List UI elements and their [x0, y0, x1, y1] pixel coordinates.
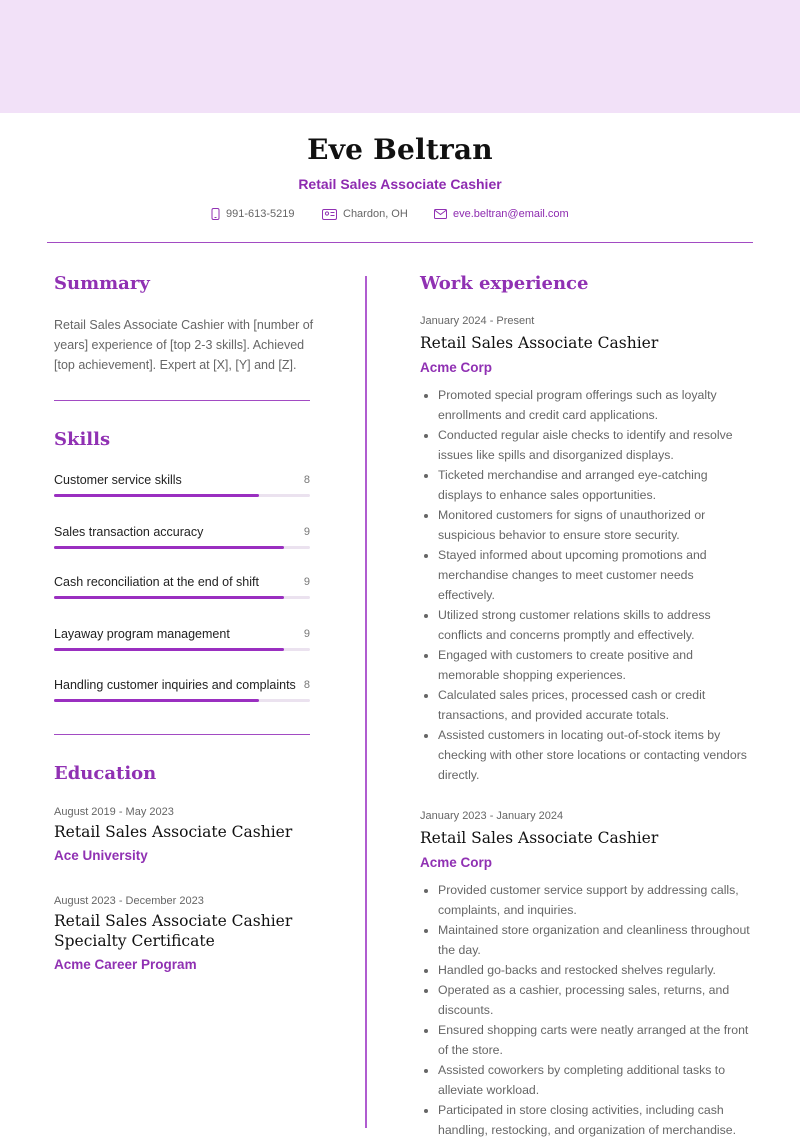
job-company: Acme Corp [420, 855, 493, 870]
location-text: Chardon, OH [343, 208, 408, 220]
education-entry [54, 895, 314, 972]
summary-heading: Summary [54, 273, 150, 294]
education-school: Acme Career Program [54, 957, 197, 972]
list-item: • Participated in store closing activities, including cash handling, restocking, and organization of merchandise. [438, 1100, 750, 1140]
envelope-icon [434, 209, 447, 219]
list-item: • Promoted special program offerings such as loyalty enrollments and credit card applications. [438, 385, 750, 425]
skill-bar-fill [54, 648, 284, 651]
job-entry [420, 810, 750, 1137]
column-divider [365, 276, 367, 1128]
id-card-icon [322, 209, 337, 220]
skill-bar-track [54, 648, 310, 651]
phone-text: 991-613-5219 [226, 208, 295, 220]
skill-name: Customer service skills [54, 473, 182, 487]
list-item: • Maintained store organization and cleanliness throughout the day. [438, 920, 750, 960]
list-item: • Operated as a cashier, processing sales, returns, and discounts. [438, 980, 750, 1020]
candidate-name: Eve Beltran [307, 133, 493, 166]
contact-location [322, 208, 408, 220]
summary-divider [54, 400, 310, 401]
skill-bar-fill [54, 494, 259, 497]
list-item: • Handled go-backs and restocked shelves regularly. [438, 960, 750, 980]
education-entry [54, 806, 324, 863]
education-title: Retail Sales Associate Cashier Specialty Certificate [54, 912, 293, 950]
skill-score: 9 [303, 628, 310, 640]
skills-heading: Skills [54, 429, 111, 450]
header-band [0, 0, 800, 113]
job-company: Acme Corp [420, 360, 493, 375]
skill-score: 9 [303, 526, 310, 538]
contact-phone [211, 208, 295, 220]
skill-item [54, 575, 310, 605]
list-item: • Conducted regular aisle checks to identify and resolve issues like spills and disorganized displays. [438, 425, 750, 465]
work-heading: Work experience [420, 273, 589, 294]
skill-bar-track [54, 546, 310, 549]
list-item: • Assisted customers in locating out-of-stock items by checking with other store locations or contacting vendors directly. [438, 725, 750, 785]
education-dates: August 2023 - December 2023 [54, 895, 204, 907]
skill-item [54, 473, 310, 503]
email-link[interactable]: eve.beltran@email.com [453, 208, 569, 220]
education-heading: Education [54, 763, 157, 784]
skill-bar-track [54, 596, 310, 599]
skill-score: 8 [303, 474, 310, 486]
job-bullets [420, 880, 750, 1140]
list-item: • Provided customer service support by addressing calls, complaints, and inquiries. [438, 880, 750, 920]
list-item: • Assisted coworkers by completing additional tasks to alleviate workload. [438, 1060, 750, 1100]
header-divider [47, 242, 753, 243]
skill-bar-track [54, 494, 310, 497]
job-dates: January 2023 - January 2024 [420, 810, 564, 822]
skill-bar-track [54, 699, 310, 702]
summary-text: Retail Sales Associate Cashier with [number of years] experience of [top 2-3 skills]. Achieved [top achievement]. Expert at [X], [Y] and [Z]. [54, 318, 314, 372]
list-item: • Engaged with customers to create positive and memorable shopping experiences. [438, 645, 750, 685]
phone-icon [211, 208, 220, 220]
list-item: • Stayed informed about upcoming promotions and merchandise changes to meet customer needs effectively. [438, 545, 750, 605]
list-item: • Calculated sales prices, processed cash or credit transactions, and provided accurate totals. [438, 685, 750, 725]
skill-bar-fill [54, 596, 284, 599]
list-item: • Ensured shopping carts were neatly arranged at the front of the store. [438, 1020, 750, 1060]
education-title: Retail Sales Associate Cashier [54, 823, 293, 841]
list-item: • Ticketed merchandise and arranged eye-catching displays to enhance sales opportunities. [438, 465, 750, 505]
job-title: Retail Sales Associate Cashier [420, 829, 659, 847]
skill-score: 8 [303, 679, 310, 691]
contact-email[interactable] [434, 208, 569, 220]
education-school: Ace University [54, 848, 148, 863]
skill-item [54, 525, 310, 555]
job-dates: January 2024 - Present [420, 315, 535, 327]
skill-name: Sales transaction accuracy [54, 525, 204, 539]
education-dates: August 2019 - May 2023 [54, 806, 174, 818]
skill-name: Handling customer inquiries and complaints [54, 678, 296, 692]
skill-item [54, 627, 310, 657]
job-title: Retail Sales Associate Cashier [420, 334, 659, 352]
skill-bar-fill [54, 546, 284, 549]
job-entry [420, 315, 750, 795]
skill-item [54, 678, 310, 708]
list-item: • Monitored customers for signs of unauthorized or suspicious behavior to ensure store security. [438, 505, 750, 545]
skill-name: Layaway program management [54, 627, 230, 641]
skills-divider [54, 734, 310, 735]
skill-score: 9 [303, 576, 310, 588]
skill-bar-fill [54, 699, 259, 702]
candidate-title: Retail Sales Associate Cashier [298, 176, 502, 192]
job-bullets [420, 385, 750, 785]
skill-name: Cash reconciliation at the end of shift [54, 575, 259, 589]
list-item: • Utilized strong customer relations skills to address conflicts and concerns promptly and effectively. [438, 605, 750, 645]
